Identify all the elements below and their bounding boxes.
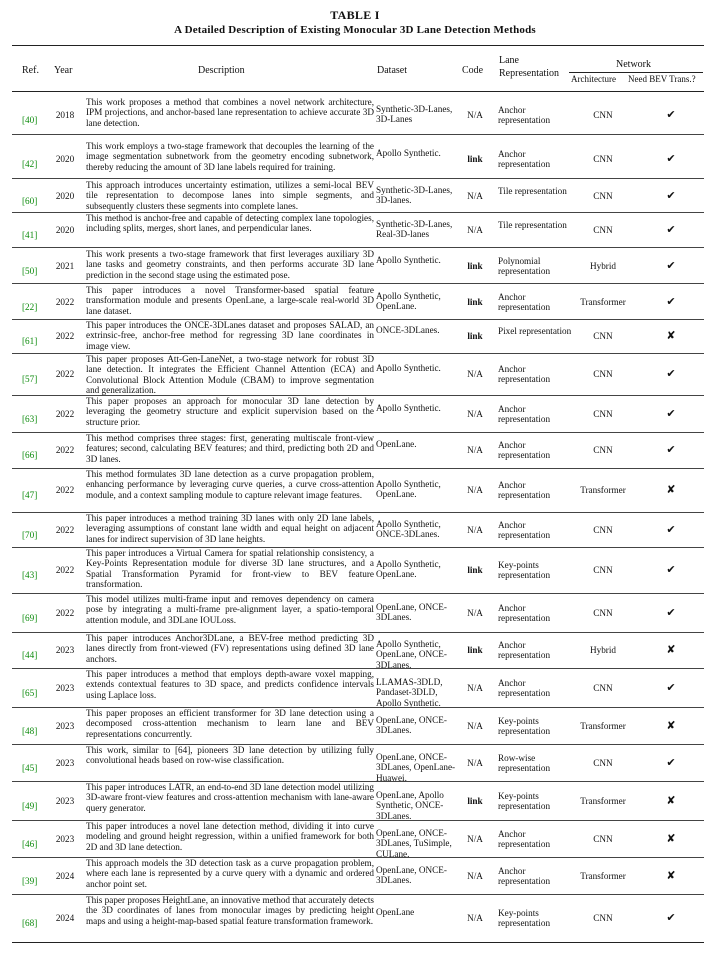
lane-representation-cell: Key-points representation (498, 716, 551, 737)
header-network: Network (616, 59, 651, 70)
code-cell: N/A (467, 871, 483, 881)
need-bev-cell: ✔ (666, 153, 676, 165)
dataset-cell: OpenLane, ONCE-3DLanes, TuSimple, CULane. (376, 828, 452, 859)
need-bev-cell: ✘ (666, 330, 676, 342)
description-cell: This paper introduces a novel lane detection method, dividing it into curve modeling and ground height regression, within a unified framework for both 2D and 3D lane detection. (86, 821, 374, 852)
dataset-cell: OpenLane, ONCE-3DLanes. (376, 865, 447, 886)
architecture-cell: CNN (593, 154, 613, 164)
year-cell: 2020 (55, 225, 75, 235)
table-row (12, 745, 704, 783)
lane-representation-cell: Pixel representation (498, 326, 572, 336)
year-cell: 2022 (55, 297, 75, 307)
need-bev-cell: ✔ (666, 682, 676, 694)
dataset-cell: Apollo Synthetic, ONCE-3DLanes. (376, 519, 441, 540)
code-cell[interactable]: link (467, 154, 483, 164)
lane-representation-cell: Tile representation (498, 220, 567, 230)
dataset-cell: Synthetic-3D-Lanes, Real-3D-lanes (376, 219, 453, 240)
year-cell: 2018 (55, 110, 75, 120)
description-cell: This paper introduces a method that employs depth-aware voxel mapping, extends contextual features to 3D space, and predicts confidence intervals using Laplace loss. (86, 669, 374, 700)
code-cell: N/A (467, 608, 483, 618)
architecture-cell: CNN (593, 331, 613, 341)
code-cell: N/A (467, 913, 483, 923)
table-row (12, 469, 704, 511)
description-cell: This model utilizes multi-frame input and removes dependency on camera pose by integrating a multi-frame pre-alignment layer, a spatio-temporal attention module, and 3DLane IOULoss. (86, 594, 374, 625)
table-row (12, 285, 704, 318)
architecture-cell: CNN (593, 409, 613, 419)
header-ref: Ref. (22, 65, 39, 76)
ref-cell[interactable]: [50] (22, 266, 38, 276)
table-row (12, 708, 704, 743)
table-row (12, 858, 704, 893)
architecture-cell: Hybrid (589, 645, 617, 655)
architecture-cell: CNN (593, 683, 613, 693)
dataset-cell: LLAMAS-3DLD, Pandaset-3DLD, Apollo Synthetic. (376, 677, 443, 708)
lane-representation-cell: Polynomial representation (498, 256, 551, 277)
description-cell: This work, similar to [64], pioneers 3D lane detection by utilizing fully convolutional heads based on row-wise classification. (86, 745, 374, 766)
code-cell: N/A (467, 191, 483, 201)
dataset-cell: OpenLane (376, 907, 415, 917)
architecture-cell: CNN (593, 191, 613, 201)
year-cell: 2022 (55, 485, 75, 495)
code-cell[interactable]: link (467, 565, 483, 575)
code-cell: N/A (467, 683, 483, 693)
description-cell: This paper proposes an efficient transformer for 3D lane detection using a decomposed cross-attention mechanism to learn lane and BEV representations concurrently. (86, 708, 374, 739)
architecture-cell: CNN (593, 525, 613, 535)
description-cell: This work employs a two-stage framework that decouples the learning of the image segmentation subnetwork from the geometry encoding subnetwork, thereby reducing the amount of 3D lane labels required for training. (86, 141, 374, 172)
need-bev-cell: ✔ (666, 607, 676, 619)
code-cell[interactable]: link (467, 297, 483, 307)
architecture-cell: Transformer (580, 297, 626, 307)
lane-representation-cell: Key-points representation (498, 560, 551, 581)
description-cell: This method comprises three stages: first, generating multiscale front-view features; second, calculating BEV features; and third, predicting both 2D and 3D lanes. (86, 433, 374, 464)
bottom-rule (12, 942, 704, 943)
ref-cell[interactable]: [69] (22, 613, 38, 623)
table-title: A Detailed Description of Existing Monocular 3D Lane Detection Methods (174, 24, 536, 36)
table-row (12, 548, 704, 592)
description-cell: This paper introduces a Virtual Camera for spatial relationship consistency, a Key-Points Representation module for diverse 3D lane structures, and a Spatial Transformation Pyramid for front-view to BEV feature transformation. (86, 548, 374, 590)
description-cell: This work presents a two-stage framework that first leverages auxiliary 3D lane tasks and geometry constraints, and then performs accurate 3D lane prediction in the second stage using the estimated pose. (86, 249, 374, 280)
need-bev-cell: ✘ (666, 870, 676, 882)
table-row (12, 97, 704, 133)
need-bev-cell: ✔ (666, 224, 676, 236)
row-separator (12, 247, 704, 248)
code-cell: N/A (467, 445, 483, 455)
architecture-cell: CNN (593, 565, 613, 575)
ref-cell[interactable]: [61] (22, 336, 38, 346)
year-cell: 2022 (55, 445, 75, 455)
table-row (12, 396, 704, 431)
description-cell: This method is anchor-free and capable of detecting complex lane topologies, including splits, merges, short lanes, and perpendicular lanes. (86, 213, 374, 234)
code-cell[interactable]: link (467, 645, 483, 655)
code-cell: N/A (467, 369, 483, 379)
ref-cell[interactable]: [44] (22, 650, 38, 660)
architecture-cell: CNN (593, 110, 613, 120)
description-cell: This paper proposes HeightLane, an innovative method that accurately detects the 3D coordinates of lanes from monocular images by predicting height maps and using a height-map-based spatial feature transformation framework. (86, 895, 374, 926)
ref-cell[interactable]: [40] (22, 115, 38, 125)
year-cell: 2022 (55, 525, 75, 535)
table-row (12, 821, 704, 859)
description-cell: This method formulates 3D lane detection as a curve propagation problem, enhancing performance by leveraging curve queries, a curve cross-attention module, and a context sampling module to capture relevant image features. (86, 469, 374, 500)
description-cell: This paper introduces a method training 3D lanes with only 2D lane labels, leveraging assumptions of constant lane width and equal height on adjacent lanes for indirect supervision of 3D lane heights. (86, 513, 374, 544)
top-rule (12, 45, 704, 46)
lane-representation-cell: Anchor representation (498, 678, 551, 699)
year-cell: 2023 (55, 796, 75, 806)
description-cell: This paper introduces LATR, an end-to-end 3D lane detection model utilizing 3D-aware front-view features and cross-attention mechanism with lane-aware query generator. (86, 782, 374, 813)
code-cell[interactable]: link (467, 331, 483, 341)
need-bev-cell: ✘ (666, 833, 676, 845)
header-dataset: Dataset (377, 65, 407, 76)
row-separator (12, 178, 704, 179)
dataset-cell: Synthetic-3D-Lanes, 3D-lanes. (376, 185, 453, 206)
table-row (12, 669, 704, 706)
architecture-cell: CNN (593, 445, 613, 455)
need-bev-cell: ✔ (666, 524, 676, 536)
header-description: Description (198, 65, 245, 76)
header-lane-2: Representation (499, 68, 559, 79)
architecture-cell: Hybrid (589, 261, 617, 271)
architecture-cell: Transformer (580, 721, 626, 731)
year-cell: 2023 (55, 721, 75, 731)
lane-representation-cell: Anchor representation (498, 440, 551, 461)
ref-cell[interactable]: [70] (22, 530, 38, 540)
ref-cell[interactable]: [45] (22, 763, 38, 773)
ref-cell[interactable]: [39] (22, 876, 38, 886)
header-year: Year (54, 65, 73, 76)
architecture-cell: CNN (593, 369, 613, 379)
table-row (12, 433, 704, 467)
table-row (12, 320, 704, 352)
need-bev-cell: ✘ (666, 484, 676, 496)
table-row (12, 513, 704, 546)
description-cell: This approach models the 3D detection task as a curve propagation problem, where each lane is represented by a curve query with a dynamic and ordered anchor point set. (86, 858, 374, 889)
lane-representation-cell: Anchor representation (498, 404, 551, 425)
year-cell: 2022 (55, 608, 75, 618)
year-cell: 2022 (55, 409, 75, 419)
header-architecture: Architecture (571, 74, 616, 84)
lane-representation-cell: Key-points representation (498, 791, 551, 812)
description-cell: This paper introduces a novel Transformer-based spatial feature transformation module and presents OpenLane, a large-scale real-world 3D lane dataset. (86, 285, 374, 316)
year-cell: 2023 (55, 834, 75, 844)
need-bev-cell: ✔ (666, 757, 676, 769)
row-separator (12, 283, 704, 284)
need-bev-cell: ✔ (666, 912, 676, 924)
ref-cell[interactable]: [22] (22, 302, 38, 312)
table-label: TABLE I (330, 8, 380, 22)
table-row (12, 213, 704, 246)
lane-representation-cell: Row-wise representation (498, 753, 551, 774)
architecture-cell: CNN (593, 913, 613, 923)
need-bev-cell: ✔ (666, 368, 676, 380)
dataset-cell: OpenLane. (376, 439, 417, 449)
architecture-cell: Transformer (580, 485, 626, 495)
architecture-cell: CNN (593, 225, 613, 235)
architecture-cell: Transformer (580, 871, 626, 881)
description-cell: This paper introduces Anchor3DLane, a BEV-free method predicting 3D lanes directly from front-viewed (FV) representations using defined 3D lane anchors. (86, 633, 374, 664)
header-code: Code (462, 65, 484, 76)
lane-representation-cell: Anchor representation (498, 149, 551, 170)
year-cell: 2020 (55, 191, 75, 201)
table-row (12, 180, 704, 211)
dataset-cell: Apollo Synthetic, OpenLane, ONCE-3DLanes. (376, 639, 447, 670)
year-cell: 2021 (55, 261, 75, 271)
year-cell: 2022 (55, 565, 75, 575)
table-row (12, 633, 704, 670)
need-bev-cell: ✔ (666, 408, 676, 420)
ref-cell[interactable]: [68] (22, 918, 38, 928)
description-cell: This paper proposes Att-Gen-LaneNet, a two-stage network for robust 3D lane detection. It integrates the Efficient Channel Attention (ECA) and Convolutional Block Attention Module (CBAM) to improve segmentation and generalization. (86, 354, 374, 396)
row-separator (12, 134, 704, 135)
year-cell: 2023 (55, 758, 75, 768)
need-bev-cell: ✘ (666, 644, 676, 656)
header-lane-1: Lane (499, 55, 519, 66)
code-cell: N/A (467, 225, 483, 235)
dataset-cell: ONCE-3DLanes. (376, 325, 440, 335)
ref-cell[interactable]: [43] (22, 570, 38, 580)
table-row (12, 594, 704, 631)
ref-cell[interactable]: [63] (22, 414, 38, 424)
architecture-cell: CNN (593, 834, 613, 844)
lane-representation-cell: Anchor representation (498, 603, 551, 624)
code-cell[interactable]: link (467, 261, 483, 271)
lane-representation-cell: Key-points representation (498, 908, 551, 929)
description-cell: This paper introduces the ONCE-3DLanes dataset and proposes SALAD, an extrinsic-free, anchor-free method for regressing 3D lane coordinates in image view. (86, 320, 374, 351)
code-cell: N/A (467, 485, 483, 495)
year-cell: 2022 (55, 369, 75, 379)
lane-representation-cell: Anchor representation (498, 364, 551, 385)
ref-cell[interactable]: [60] (22, 196, 38, 206)
architecture-cell: Transformer (580, 796, 626, 806)
ref-cell[interactable]: [47] (22, 490, 38, 500)
need-bev-cell: ✔ (666, 564, 676, 576)
code-cell: N/A (467, 758, 483, 768)
network-rule (569, 72, 703, 73)
lane-representation-cell: Anchor representation (498, 520, 551, 541)
code-cell: N/A (467, 721, 483, 731)
lane-representation-cell: Anchor representation (498, 866, 551, 887)
code-cell: N/A (467, 409, 483, 419)
description-cell: This approach introduces uncertainty estimation, utilizes a semi-local BEV tile representation to decompose lanes into simple segments, and subsequently clusters these segments into complete lanes. (86, 180, 374, 211)
dataset-cell: OpenLane, Apollo Synthetic, ONCE-3DLanes. (376, 790, 444, 821)
lane-representation-cell: Anchor representation (498, 105, 551, 126)
table-row (12, 141, 704, 177)
dataset-cell: Apollo Synthetic. (376, 255, 441, 265)
need-bev-cell: ✔ (666, 260, 676, 272)
need-bev-cell: ✔ (666, 109, 676, 121)
ref-cell[interactable]: [41] (22, 230, 38, 240)
ref-cell[interactable]: [65] (22, 688, 38, 698)
table-row (12, 895, 704, 940)
dataset-cell: OpenLane, ONCE-3DLanes. (376, 602, 447, 623)
dataset-cell: Apollo Synthetic, OpenLane. (376, 291, 441, 312)
ref-cell[interactable]: [66] (22, 450, 38, 460)
lane-representation-cell: Tile representation (498, 186, 567, 196)
year-cell: 2024 (55, 871, 75, 881)
dataset-cell: Apollo Synthetic. (376, 148, 441, 158)
dataset-cell: Apollo Synthetic. (376, 363, 441, 373)
lane-representation-cell: Anchor representation (498, 292, 551, 313)
table-row (12, 782, 704, 819)
lane-representation-cell: Anchor representation (498, 480, 551, 501)
table-row (12, 249, 704, 282)
lane-representation-cell: Anchor representation (498, 640, 551, 661)
description-cell: This work proposes a method that combines a novel network architecture, IPM projections, and anchor-based lane representation to achieve accurate 3D lane detection. (86, 97, 374, 128)
need-bev-cell: ✘ (666, 720, 676, 732)
year-cell: 2024 (55, 913, 75, 923)
ref-cell[interactable]: [57] (22, 374, 38, 384)
dataset-cell: Apollo Synthetic. (376, 403, 441, 413)
ref-cell[interactable]: [46] (22, 839, 38, 849)
architecture-cell: CNN (593, 758, 613, 768)
need-bev-cell: ✔ (666, 296, 676, 308)
code-cell: N/A (467, 834, 483, 844)
ref-cell[interactable]: [48] (22, 726, 38, 736)
year-cell: 2022 (55, 331, 75, 341)
code-cell: N/A (467, 110, 483, 120)
architecture-cell: CNN (593, 608, 613, 618)
code-cell: N/A (467, 525, 483, 535)
year-cell: 2023 (55, 645, 75, 655)
year-cell: 2020 (55, 154, 75, 164)
need-bev-cell: ✘ (666, 795, 676, 807)
year-cell: 2023 (55, 683, 75, 693)
dataset-cell: Apollo Synthetic, OpenLane. (376, 479, 441, 500)
header-rule (12, 91, 704, 92)
lane-representation-cell: Anchor representation (498, 829, 551, 850)
description-cell: This paper proposes an approach for monocular 3D lane detection by leveraging the geometry structure and explicit supervision based on the structure prior. (86, 396, 374, 427)
table-row (12, 354, 704, 394)
dataset-cell: Synthetic-3D-Lanes, 3D-Lanes (376, 104, 453, 125)
code-cell[interactable]: link (467, 796, 483, 806)
ref-cell[interactable]: [42] (22, 159, 38, 169)
need-bev-cell: ✔ (666, 190, 676, 202)
dataset-cell: Apollo Synthetic, OpenLane. (376, 559, 441, 580)
ref-cell[interactable]: [49] (22, 801, 38, 811)
need-bev-cell: ✔ (666, 444, 676, 456)
header-need-bev: Need BEV Trans.? (628, 74, 696, 84)
dataset-cell: OpenLane, ONCE-3DLanes, OpenLane-Huawei. (376, 752, 456, 783)
dataset-cell: OpenLane, ONCE-3DLanes. (376, 715, 447, 736)
